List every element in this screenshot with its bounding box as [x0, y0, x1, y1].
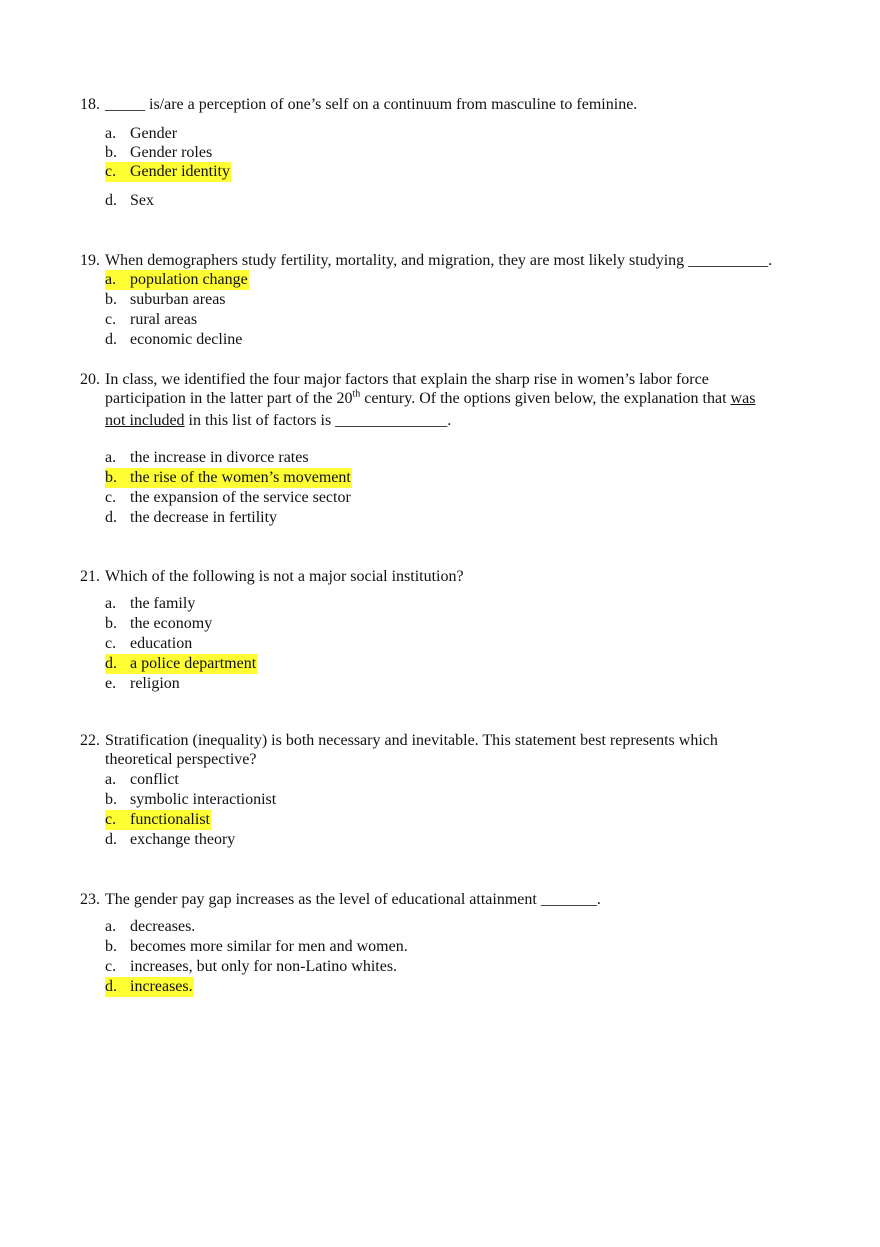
option-19d: d. economic decline [105, 331, 243, 348]
answer-highlight: d. a police department [105, 655, 257, 672]
option-22a: a. conflict [105, 771, 179, 788]
option-18a: a. Gender [105, 125, 178, 142]
question-stem [80, 370, 840, 430]
question-21 [80, 567, 840, 586]
question-text-line-2: theoretical perspective? [105, 751, 257, 768]
option-18b: b. Gender roles [105, 144, 213, 161]
underlined-text: not included [105, 412, 185, 429]
option-21e: e. religion [105, 675, 180, 692]
question-number: 18. [80, 96, 100, 113]
option-19c: c. rural areas [105, 311, 198, 328]
answer-highlight: b. the rise of the women’s movement [105, 469, 351, 486]
option-20d: d. the decrease in fertility [105, 509, 278, 526]
answer-highlight: c. Gender identity [105, 163, 230, 180]
option-21d-correct [105, 654, 257, 674]
question-stem [80, 731, 840, 769]
question-text-line-2: participation in the latter part of the 20th century. Of the options given below, the explanation that was [105, 388, 756, 407]
question-23 [80, 890, 840, 909]
question-number: 22. [80, 732, 100, 749]
question-text-line-3: not included in this list of factors is ______________. [105, 412, 452, 429]
answer-highlight: d. increases. [105, 978, 193, 995]
option-19a-correct [105, 270, 249, 290]
question-number: 21. [80, 568, 100, 585]
question-18 [80, 95, 840, 114]
question-text: When demographers study fertility, mortality, and migration, they are most likely studying __________. [105, 252, 773, 269]
option-23c: c. increases, but only for non-Latino whites. [105, 958, 398, 975]
option-22c-correct [105, 810, 211, 830]
option-18c-correct [105, 162, 231, 182]
question-stem [80, 567, 840, 586]
option-21b: b. the economy [105, 615, 213, 632]
option-20b-correct [105, 468, 352, 488]
option-23d-correct [105, 977, 194, 997]
question-20 [80, 370, 840, 430]
question-text: Which of the following is not a major social institution? [105, 568, 464, 585]
option-21c: c. education [105, 635, 193, 652]
question-text: The gender pay gap increases as the level of educational attainment _______. [105, 891, 601, 908]
question-text: _____ is/are a perception of one’s self on a continuum from masculine to feminine. [105, 96, 638, 113]
option-21a: a. the family [105, 595, 196, 612]
question-stem [80, 95, 840, 114]
question-text-line-1: Stratification (inequality) is both necessary and inevitable. This statement best represents which [105, 732, 718, 749]
option-18d: d. Sex [105, 192, 154, 209]
option-23a: a. decreases. [105, 918, 196, 935]
question-number: 19. [80, 252, 100, 269]
option-20a: a. the increase in divorce rates [105, 449, 309, 466]
option-20c: c. the expansion of the service sector [105, 489, 351, 506]
answer-highlight: a. population change [105, 271, 248, 288]
option-22b: b. symbolic interactionist [105, 791, 277, 808]
question-text-line-1: In class, we identified the four major factors that explain the sharp rise in women’s labor force [105, 371, 709, 388]
question-number: 23. [80, 891, 100, 908]
question-22 [80, 731, 840, 769]
option-23b: b. becomes more similar for men and women. [105, 938, 408, 955]
underlined-text: was [730, 390, 756, 407]
question-stem [80, 890, 840, 909]
question-stem [80, 251, 840, 270]
option-19b: b. suburban areas [105, 291, 226, 308]
question-number: 20. [80, 371, 100, 388]
question-19 [80, 251, 840, 270]
option-22d: d. exchange theory [105, 831, 236, 848]
answer-highlight: c. functionalist [105, 811, 210, 828]
